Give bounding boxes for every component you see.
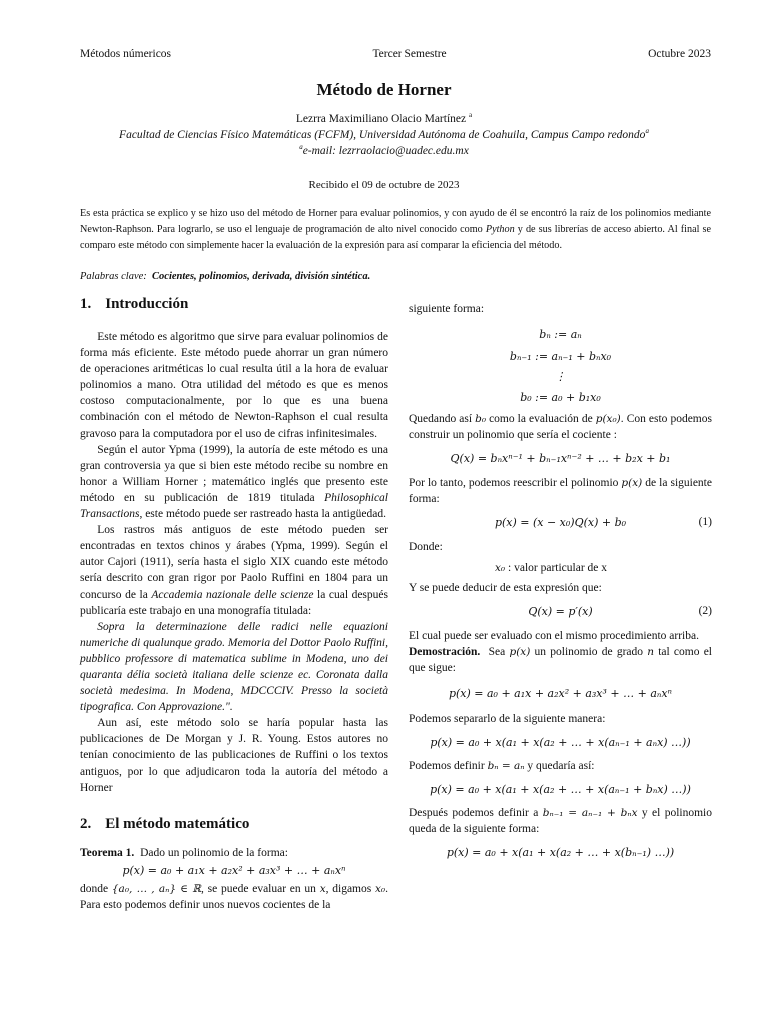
- method-text: donde: [80, 882, 112, 895]
- text: Por lo tanto, podemos reescribir el polinomio: [409, 477, 622, 490]
- math-coef-set: {a₀, … , aₙ} ∈ ℝ: [111, 882, 202, 895]
- math-px0: p(x₀): [595, 413, 621, 426]
- theorem-1: [80, 845, 388, 861]
- text: como la evaluación de: [486, 413, 596, 426]
- intro-p2-publication: Philosophical Transactions: [80, 491, 388, 521]
- equation-1-body: p(x) = (x − x₀)Q(x) + b₀: [494, 516, 627, 530]
- header-semester: Tercer Semestre: [372, 48, 447, 60]
- equation-quotient: Q(x) = bₙxⁿ⁻¹ + bₙ₋₁xⁿ⁻² + … + b₂x + b₁: [450, 452, 671, 466]
- email-mark: a: [299, 143, 303, 151]
- paragraph-cual: El cual puede ser evaluado con el mismo procedimiento arriba.: [409, 629, 699, 642]
- section-title: El método matemático: [105, 815, 250, 832]
- equation-polynomial-2: p(x) = a₀ + a₁x + a₂x² + a₃x³ + … + aₙxⁿ: [448, 686, 673, 700]
- author-line: [0, 111, 768, 125]
- definir-text: [409, 758, 712, 774]
- equation-2-body: Q(x) = p′(x): [528, 604, 593, 618]
- keywords-terms: Cocientes, polinomios, derivada, división sintética.: [152, 271, 371, 282]
- despues-text: [409, 805, 712, 837]
- theorem-label: Teorema 1.: [80, 846, 135, 859]
- email-text: e-mail: lezrraolacio@uadec.edu.mx: [302, 144, 469, 157]
- method-text: , digamos: [325, 882, 375, 895]
- x0-definition-text: : valor particular de x: [505, 561, 608, 574]
- math-b0: b₀: [475, 413, 487, 426]
- section-heading-intro: [80, 296, 388, 313]
- running-header: [80, 48, 711, 60]
- abstract: [80, 206, 711, 254]
- right-column: [409, 301, 712, 859]
- paragraph-quedando: [409, 411, 712, 443]
- equation-b0: b₀ := a₀ + b₁x₀: [520, 391, 601, 405]
- math-bn1: bₙ₋₁ = aₙ₋₁ + bₙx: [542, 807, 638, 820]
- author-mark: a: [468, 111, 473, 119]
- abstract-text-1: Es esta práctica se explico y se hizo uso del método de Horner para evaluar polinomios, y con ayudo de él se encontró la raíz de los polinomios mediante Newton-Raphson. Para lograrlo, se uso el lenguaje de programación de alto nivel conocido como: [80, 208, 711, 235]
- equation-separated: p(x) = a₀ + x(a₁ + x(a₂ + … + x(aₙ₋₁ + aₙx) …)): [430, 736, 691, 750]
- text: . Con esto podemos construir un polinomio que sería el cociente :: [409, 413, 712, 442]
- intro-paragraph-1: Este método es algoritmo que sirve para evaluar polinomios de forma más eficiente. Este método puede ahorrar un gran número de operaciones aritméticas lo cual resulta útil a la hora de evaluar polinomios a mano. Otra utilidad del método es que es menos costoso computacionalmente, por lo que es una buena combinación con el método de Newton-Raphson el cual resulta gravoso para la computadora por el uso de cifras infinitesimales.: [80, 331, 388, 440]
- separarlo-text: Podemos separarlo de la siguiente manera:: [409, 712, 606, 725]
- equation-1: [409, 516, 712, 529]
- text: tal como el que sigue:: [409, 645, 712, 674]
- method-text: , se puede evaluar en un: [201, 882, 320, 895]
- demostracion: [409, 644, 712, 676]
- text: Sea: [488, 645, 510, 658]
- intro-paragraph-2: [80, 442, 388, 522]
- x0-definition: [495, 562, 712, 574]
- email-line: [0, 143, 768, 157]
- intro-p3-text: Los rastros más antiguos de este método pueden ser encontradas en textos chinos y árabes (Ypma, 1999). Según el autor Cajori (1911), sería hasta el siglo XIX cuando este método sería descrito con gran rigor por Paolo Ruffini en 1804 para un concurso de la: [80, 524, 388, 601]
- intro-p2-text-end: , este método puede ser rastreado hasta la antigüedad.: [139, 508, 386, 521]
- text: Quedando así: [409, 413, 476, 426]
- text: y el polinomio queda de la siguiente forma:: [409, 807, 713, 836]
- section-number: 1.: [80, 296, 92, 312]
- affiliation-mark: a: [645, 127, 649, 135]
- keywords-label: Palabras clave:: [80, 271, 147, 282]
- affiliation: [0, 127, 768, 141]
- equation-polynomial: p(x) = a₀ + a₁x + a₂x² + a₃x³ + … + aₙxⁿ: [122, 863, 346, 877]
- demostracion-label: Demostración.: [409, 645, 481, 658]
- intro-p3-academy: Accademia nazionale delle scienze: [151, 588, 314, 601]
- math-x: x: [319, 882, 326, 895]
- author-name: Lezrra Maximiliano Olacio Martínez: [295, 112, 467, 125]
- equation-separated-3: p(x) = a₀ + x(a₁ + x(a₂ + … + x(bₙ₋₁) …)): [446, 846, 675, 860]
- math-px: p(x): [621, 477, 643, 490]
- section-number: 2.: [80, 815, 92, 832]
- intro-paragraph-3: [80, 522, 388, 619]
- math-bn-an: bₙ = aₙ: [487, 760, 525, 773]
- math-px: p(x): [509, 645, 531, 658]
- math-n: n: [647, 645, 654, 658]
- math-x0: x₀: [374, 882, 386, 895]
- paper-title: Método de Horner: [316, 80, 452, 99]
- affiliation-text: Facultad de Ciencias Físico Matemáticas (FCFM), Universidad Autónoma de Coahuila, Campus Campo redondo: [119, 128, 646, 141]
- intro-p3-text-end: la cual después publicaría este trabajo en una monografía titulada:: [80, 588, 388, 617]
- abstract-python: Python: [485, 224, 515, 235]
- equation-1-number: (1): [698, 516, 712, 529]
- text: y quedaría así:: [524, 760, 595, 773]
- theorem-text: Dado un polinomio de la forma:: [140, 846, 288, 859]
- equation-bn: bₙ := aₙ: [539, 328, 582, 342]
- intro-paragraph-4: Aun así, este método solo se haría popular hasta las publicaciones de De Morgan y J. R. Young. Estos autores no tenían conocimiento de las publicaciones de Ruffini o los textos antiguos, por lo que adjudicaron toda la autoría del método a Horner: [80, 717, 388, 794]
- donde-label: Donde:: [409, 541, 443, 554]
- paragraph-por-lo-tanto: [409, 475, 712, 507]
- keywords: [80, 271, 711, 282]
- text: Después podemos definir a: [409, 807, 543, 820]
- intro-quote: Sopra la determinazione delle radici nelle equazioni numeriche di qualunque grado. Memoria del Dottor Paolo Ruffini, pubblico professore di matematica sublime in Modena, uno dei quaranta délia società italiana delle scienze ec. Coronata dalla società medesima. In Modena, MDCCCIV. Presso la società tipografica. Con Approvazione.".: [80, 620, 388, 714]
- method-paragraph: [80, 881, 388, 913]
- text: de la siguiente forma:: [409, 477, 712, 506]
- method-text: . Para esto podemos definir unos nuevos cocientes de la: [80, 882, 388, 911]
- header-date: Octubre 2023: [648, 48, 711, 60]
- text: Podemos definir: [409, 760, 488, 773]
- text: un polinomio de grado: [530, 645, 648, 658]
- right-intro: siguiente forma:: [409, 303, 485, 315]
- equation-2-number: (2): [698, 604, 712, 617]
- math-x0: x₀: [495, 561, 506, 574]
- section-title: Introducción: [105, 296, 189, 312]
- deducir-text: Y se puede deducir de esta expresión que:: [409, 581, 602, 594]
- received-date: Recibido el 09 de octubre de 2023: [308, 179, 460, 191]
- intro-p2-text: Según el autor Ypma (1999), la autoría de este método es una gran controversia ya que si bien este método recibe su nombre en honor a William Horner ; matemático inglés que presento este método en su publicación de 1819 titulada: [80, 443, 388, 504]
- left-column: [80, 296, 388, 913]
- equation-vdots: ⋮: [555, 370, 566, 384]
- equation-separated-2: p(x) = a₀ + x(a₁ + x(a₂ + … + x(aₙ₋₁ + bₙx) …)): [430, 783, 691, 797]
- equation-bn-1: bₙ₋₁ := aₙ₋₁ + bₙx₀: [509, 350, 612, 364]
- section-heading-method: [80, 816, 388, 833]
- abstract-text-2: y de sus librerías de acceso abierto. Al final se comparo este método con simplemente hacer la evaluación de la expresión para así comparar la eficiencia del método.: [80, 224, 712, 251]
- header-course: Métodos númericos: [80, 48, 172, 60]
- equation-2: [409, 605, 712, 618]
